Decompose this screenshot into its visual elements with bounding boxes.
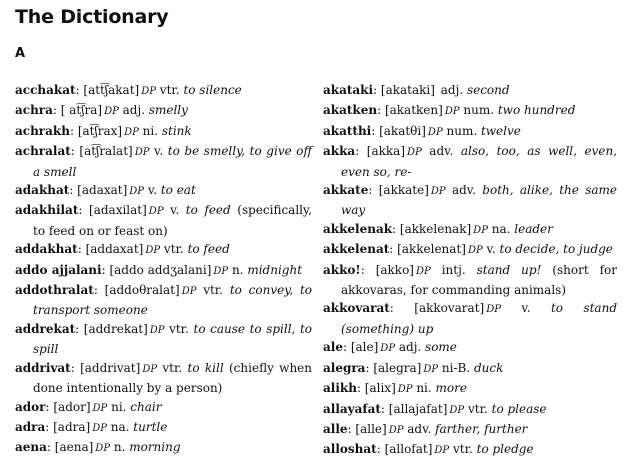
part-of-speech: vtr. bbox=[164, 321, 194, 336]
separator: : bbox=[52, 103, 61, 118]
gloss: morning bbox=[129, 440, 181, 455]
separator: : bbox=[101, 262, 110, 277]
source-tag: DP bbox=[434, 445, 450, 457]
gloss: some bbox=[425, 340, 457, 355]
source-tag: DP bbox=[416, 265, 431, 277]
headword: addothralat bbox=[15, 283, 94, 298]
gloss: to convey, to transport someone bbox=[33, 283, 313, 318]
gloss: twelve bbox=[480, 123, 521, 138]
part-of-speech: vtr. bbox=[155, 83, 184, 97]
dictionary-entry bbox=[15, 201, 312, 240]
separator: : bbox=[360, 262, 376, 277]
dictionary-entry bbox=[15, 142, 312, 181]
dictionary-entry bbox=[15, 81, 312, 101]
gloss: to cause to spill, to spill bbox=[33, 321, 312, 357]
part-of-speech: num. bbox=[459, 103, 498, 118]
gloss: farther, further bbox=[435, 421, 528, 436]
gloss: to silence bbox=[183, 83, 242, 97]
separator: : bbox=[365, 360, 374, 375]
dictionary-entry bbox=[323, 420, 617, 440]
headword: alegra bbox=[323, 360, 366, 375]
source-tag: DP bbox=[104, 106, 119, 118]
headword: addrivat bbox=[15, 360, 71, 375]
source-tag: DP bbox=[129, 186, 145, 198]
separator: : bbox=[373, 83, 381, 97]
headword: akko! bbox=[323, 262, 361, 277]
pronunciation: [akatken] bbox=[384, 103, 443, 118]
headword: akkate bbox=[323, 183, 369, 198]
pronunciation: [akkovarat] bbox=[414, 301, 485, 316]
dictionary-entry bbox=[323, 400, 617, 420]
source-tag: DP bbox=[486, 304, 501, 316]
source-tag: DP bbox=[92, 402, 108, 414]
separator: : bbox=[389, 242, 398, 257]
separator: : bbox=[70, 360, 81, 375]
headword: adra bbox=[15, 419, 46, 434]
pronunciation: [addrekat] bbox=[83, 321, 148, 336]
dictionary-entry bbox=[15, 181, 312, 201]
headword: alle bbox=[323, 421, 348, 436]
pronunciation: [akko] bbox=[375, 262, 414, 277]
dictionary-entry bbox=[15, 261, 312, 281]
headword: adakhilat bbox=[15, 203, 79, 218]
source-tag: DP bbox=[148, 206, 164, 218]
headword: addrekat bbox=[15, 321, 76, 336]
source-tag: DP bbox=[397, 384, 413, 396]
separator: : bbox=[69, 123, 78, 138]
pronunciation: [akkate] bbox=[378, 183, 429, 198]
separator: : bbox=[380, 401, 389, 416]
dictionary-entry bbox=[15, 398, 312, 418]
separator: : bbox=[371, 123, 380, 138]
dictionary-entry bbox=[323, 101, 617, 121]
note: (chiefly when done intentionally by a person) bbox=[33, 360, 312, 396]
source-tag: DP bbox=[430, 186, 446, 198]
dictionary-entry bbox=[323, 338, 617, 358]
gloss: smelly bbox=[148, 103, 188, 118]
separator: : bbox=[78, 203, 90, 218]
headword: acchakat bbox=[15, 83, 76, 97]
pronunciation: [akataki] bbox=[380, 83, 435, 97]
pronunciation: [addo addʒalani] bbox=[109, 262, 212, 277]
gloss: to please bbox=[491, 401, 547, 416]
separator: : bbox=[45, 419, 54, 434]
source-tag: DP bbox=[213, 265, 229, 277]
separator: : bbox=[342, 340, 351, 355]
gloss: leader bbox=[514, 221, 553, 236]
dictionary-entry bbox=[323, 142, 617, 181]
separator: : bbox=[69, 183, 78, 198]
gloss: duck bbox=[474, 360, 504, 375]
gloss: to feed bbox=[187, 242, 230, 257]
separator: : bbox=[347, 421, 356, 436]
part-of-speech: v. bbox=[163, 203, 186, 218]
gloss: to kill bbox=[187, 360, 224, 375]
separator: : bbox=[45, 399, 54, 414]
source-tag: DP bbox=[145, 245, 161, 257]
gloss: chair bbox=[130, 399, 162, 414]
source-tag: DP bbox=[134, 147, 150, 159]
separator: : bbox=[93, 283, 105, 298]
gloss: to decide, to judge bbox=[499, 242, 613, 257]
part-of-speech: na. bbox=[487, 221, 515, 236]
pronunciation: [akkelenat] bbox=[397, 242, 466, 257]
headword: addo ajjalani bbox=[15, 262, 102, 277]
separator: : bbox=[392, 221, 400, 236]
pronunciation: [akatθi] bbox=[379, 123, 426, 138]
part-of-speech: vtr. bbox=[449, 442, 477, 457]
gloss: to eat bbox=[160, 183, 196, 198]
source-tag: DP bbox=[95, 443, 111, 455]
part-of-speech: ni-B. bbox=[438, 360, 474, 375]
headword: aena bbox=[15, 440, 47, 455]
part-of-speech: ni. bbox=[138, 123, 162, 138]
dictionary-entry bbox=[323, 240, 617, 260]
source-tag: DP bbox=[407, 147, 422, 159]
pronunciation: [adaxilat] bbox=[89, 203, 147, 218]
separator: : bbox=[376, 442, 385, 457]
source-tag: DP bbox=[449, 404, 465, 416]
gloss: two hundred bbox=[497, 103, 576, 118]
dictionary-entry bbox=[15, 240, 312, 260]
headword: akkovarat bbox=[323, 301, 390, 316]
dictionary-entry bbox=[15, 418, 312, 438]
part-of-speech: na. bbox=[106, 419, 134, 434]
pronunciation: [ at͡ʃra] bbox=[60, 103, 103, 118]
pronunciation: [att͡ʃakat] bbox=[83, 83, 140, 97]
source-tag: DP bbox=[473, 224, 488, 236]
pronunciation: [allajafat] bbox=[388, 401, 448, 416]
headword: akka bbox=[323, 144, 356, 159]
dictionary-entry bbox=[323, 181, 617, 220]
gloss: midnight bbox=[247, 262, 303, 277]
dictionary-entry bbox=[15, 320, 312, 359]
separator: : bbox=[356, 381, 365, 396]
source-tag: DP bbox=[149, 324, 165, 336]
separator: : bbox=[77, 242, 86, 257]
source-tag: DP bbox=[427, 126, 443, 138]
headword: achrakh bbox=[15, 123, 70, 138]
gloss: stand up! bbox=[476, 262, 542, 277]
gloss: second bbox=[466, 83, 510, 97]
dictionary-entry bbox=[323, 261, 617, 300]
gloss: to feed bbox=[185, 203, 231, 218]
pronunciation: [akkelenak] bbox=[399, 221, 472, 236]
section-letter-heading: A bbox=[15, 46, 26, 61]
right-column bbox=[323, 81, 617, 461]
headword: alloshat bbox=[323, 442, 377, 457]
headword: ale bbox=[323, 340, 343, 355]
separator: : bbox=[75, 321, 84, 336]
source-tag: DP bbox=[444, 106, 460, 118]
part-of-speech: v. bbox=[500, 301, 551, 316]
headword: akataki bbox=[323, 83, 374, 97]
source-tag: DP bbox=[124, 126, 139, 138]
dictionary-entry bbox=[15, 101, 312, 121]
part-of-speech: n. bbox=[228, 262, 248, 277]
pronunciation: [at͡ʃralat] bbox=[79, 144, 133, 159]
headword: achralat bbox=[15, 144, 71, 159]
pronunciation: [aena] bbox=[54, 440, 94, 455]
pronunciation: [adra] bbox=[53, 419, 91, 434]
note: (specifically, to feed on or feast on) bbox=[33, 203, 312, 238]
pronunciation: [alle] bbox=[355, 421, 387, 436]
headword: addakhat bbox=[15, 242, 78, 257]
separator: : bbox=[355, 144, 367, 159]
pronunciation: [addoθralat] bbox=[104, 283, 180, 298]
dictionary-entry bbox=[323, 122, 617, 142]
note: (short for akkovaras, for commanding animals) bbox=[341, 262, 618, 298]
gloss: also, too, as well, even, even so, re- bbox=[341, 144, 618, 179]
headword: akatthi bbox=[323, 123, 372, 138]
part-of-speech: n. bbox=[110, 440, 130, 455]
part-of-speech: adj. bbox=[436, 83, 467, 97]
part-of-speech: ni. bbox=[107, 399, 131, 414]
part-of-speech: vtr. bbox=[157, 360, 188, 375]
source-tag: DP bbox=[92, 422, 107, 434]
part-of-speech: v. bbox=[144, 183, 161, 198]
source-tag: DP bbox=[467, 245, 483, 257]
part-of-speech: intj. bbox=[430, 262, 477, 277]
dictionary-entry bbox=[15, 281, 312, 320]
separator: : bbox=[368, 183, 379, 198]
pronunciation: [addrivat] bbox=[80, 360, 141, 375]
headword: akkelenak bbox=[323, 221, 393, 236]
part-of-speech: v. bbox=[149, 144, 168, 159]
dictionary-entry bbox=[323, 379, 617, 399]
pronunciation: [adaxat] bbox=[77, 183, 128, 198]
source-tag: DP bbox=[423, 363, 439, 375]
part-of-speech: vtr. bbox=[160, 242, 188, 257]
headword: akatken bbox=[323, 103, 378, 118]
pronunciation: [alix] bbox=[364, 381, 396, 396]
pronunciation: [allofat] bbox=[384, 442, 433, 457]
part-of-speech: v. bbox=[482, 242, 500, 257]
source-tag: DP bbox=[141, 86, 156, 97]
dictionary-entry bbox=[15, 122, 312, 142]
gloss: turtle bbox=[133, 419, 168, 434]
dictionary-entry bbox=[323, 220, 617, 240]
part-of-speech: num. bbox=[442, 123, 481, 138]
part-of-speech: vtr. bbox=[196, 283, 230, 298]
part-of-speech: adv. bbox=[403, 421, 436, 436]
dictionary-entry bbox=[15, 438, 312, 458]
part-of-speech: adj. bbox=[118, 103, 149, 118]
source-tag: DP bbox=[181, 286, 197, 298]
headword: akkelenat bbox=[323, 242, 390, 257]
separator: : bbox=[377, 103, 385, 118]
page-title: The Dictionary bbox=[15, 6, 169, 28]
headword: achra bbox=[15, 103, 53, 118]
separator: : bbox=[70, 144, 80, 159]
part-of-speech: vtr. bbox=[464, 401, 492, 416]
dictionary-entry bbox=[323, 359, 617, 379]
gloss: more bbox=[435, 381, 467, 396]
source-tag: DP bbox=[142, 363, 158, 375]
source-tag: DP bbox=[380, 343, 396, 355]
gloss: both, alike, the same way bbox=[341, 183, 617, 218]
pronunciation: [addaxat] bbox=[85, 242, 144, 257]
separator: : bbox=[75, 83, 84, 97]
pronunciation: [akka] bbox=[366, 144, 405, 159]
dictionary-entry bbox=[15, 359, 312, 398]
pronunciation: [ador] bbox=[53, 399, 91, 414]
pronunciation: [at͡ʃrax] bbox=[77, 123, 123, 138]
gloss: to be smelly, to give off a smell bbox=[33, 144, 312, 179]
part-of-speech: ni. bbox=[412, 381, 436, 396]
headword: alikh bbox=[323, 381, 357, 396]
headword: allayafat bbox=[323, 401, 381, 416]
separator: : bbox=[46, 440, 55, 455]
gloss: stink bbox=[161, 123, 192, 138]
part-of-speech: adv. bbox=[421, 144, 461, 159]
source-tag: DP bbox=[388, 424, 404, 436]
gloss: to stand (something) up bbox=[341, 301, 617, 336]
separator: : bbox=[389, 301, 415, 316]
pronunciation: [ale] bbox=[350, 340, 379, 355]
left-column bbox=[15, 81, 312, 459]
headword: adakhat bbox=[15, 183, 70, 198]
pronunciation: [alegra] bbox=[373, 360, 422, 375]
dictionary-entry bbox=[323, 440, 617, 460]
dictionary-entry bbox=[323, 81, 617, 101]
part-of-speech: adv. bbox=[445, 183, 483, 198]
headword: ador bbox=[15, 399, 46, 414]
gloss: to pledge bbox=[476, 442, 534, 457]
dictionary-entry bbox=[323, 299, 617, 338]
part-of-speech: adj. bbox=[395, 340, 426, 355]
